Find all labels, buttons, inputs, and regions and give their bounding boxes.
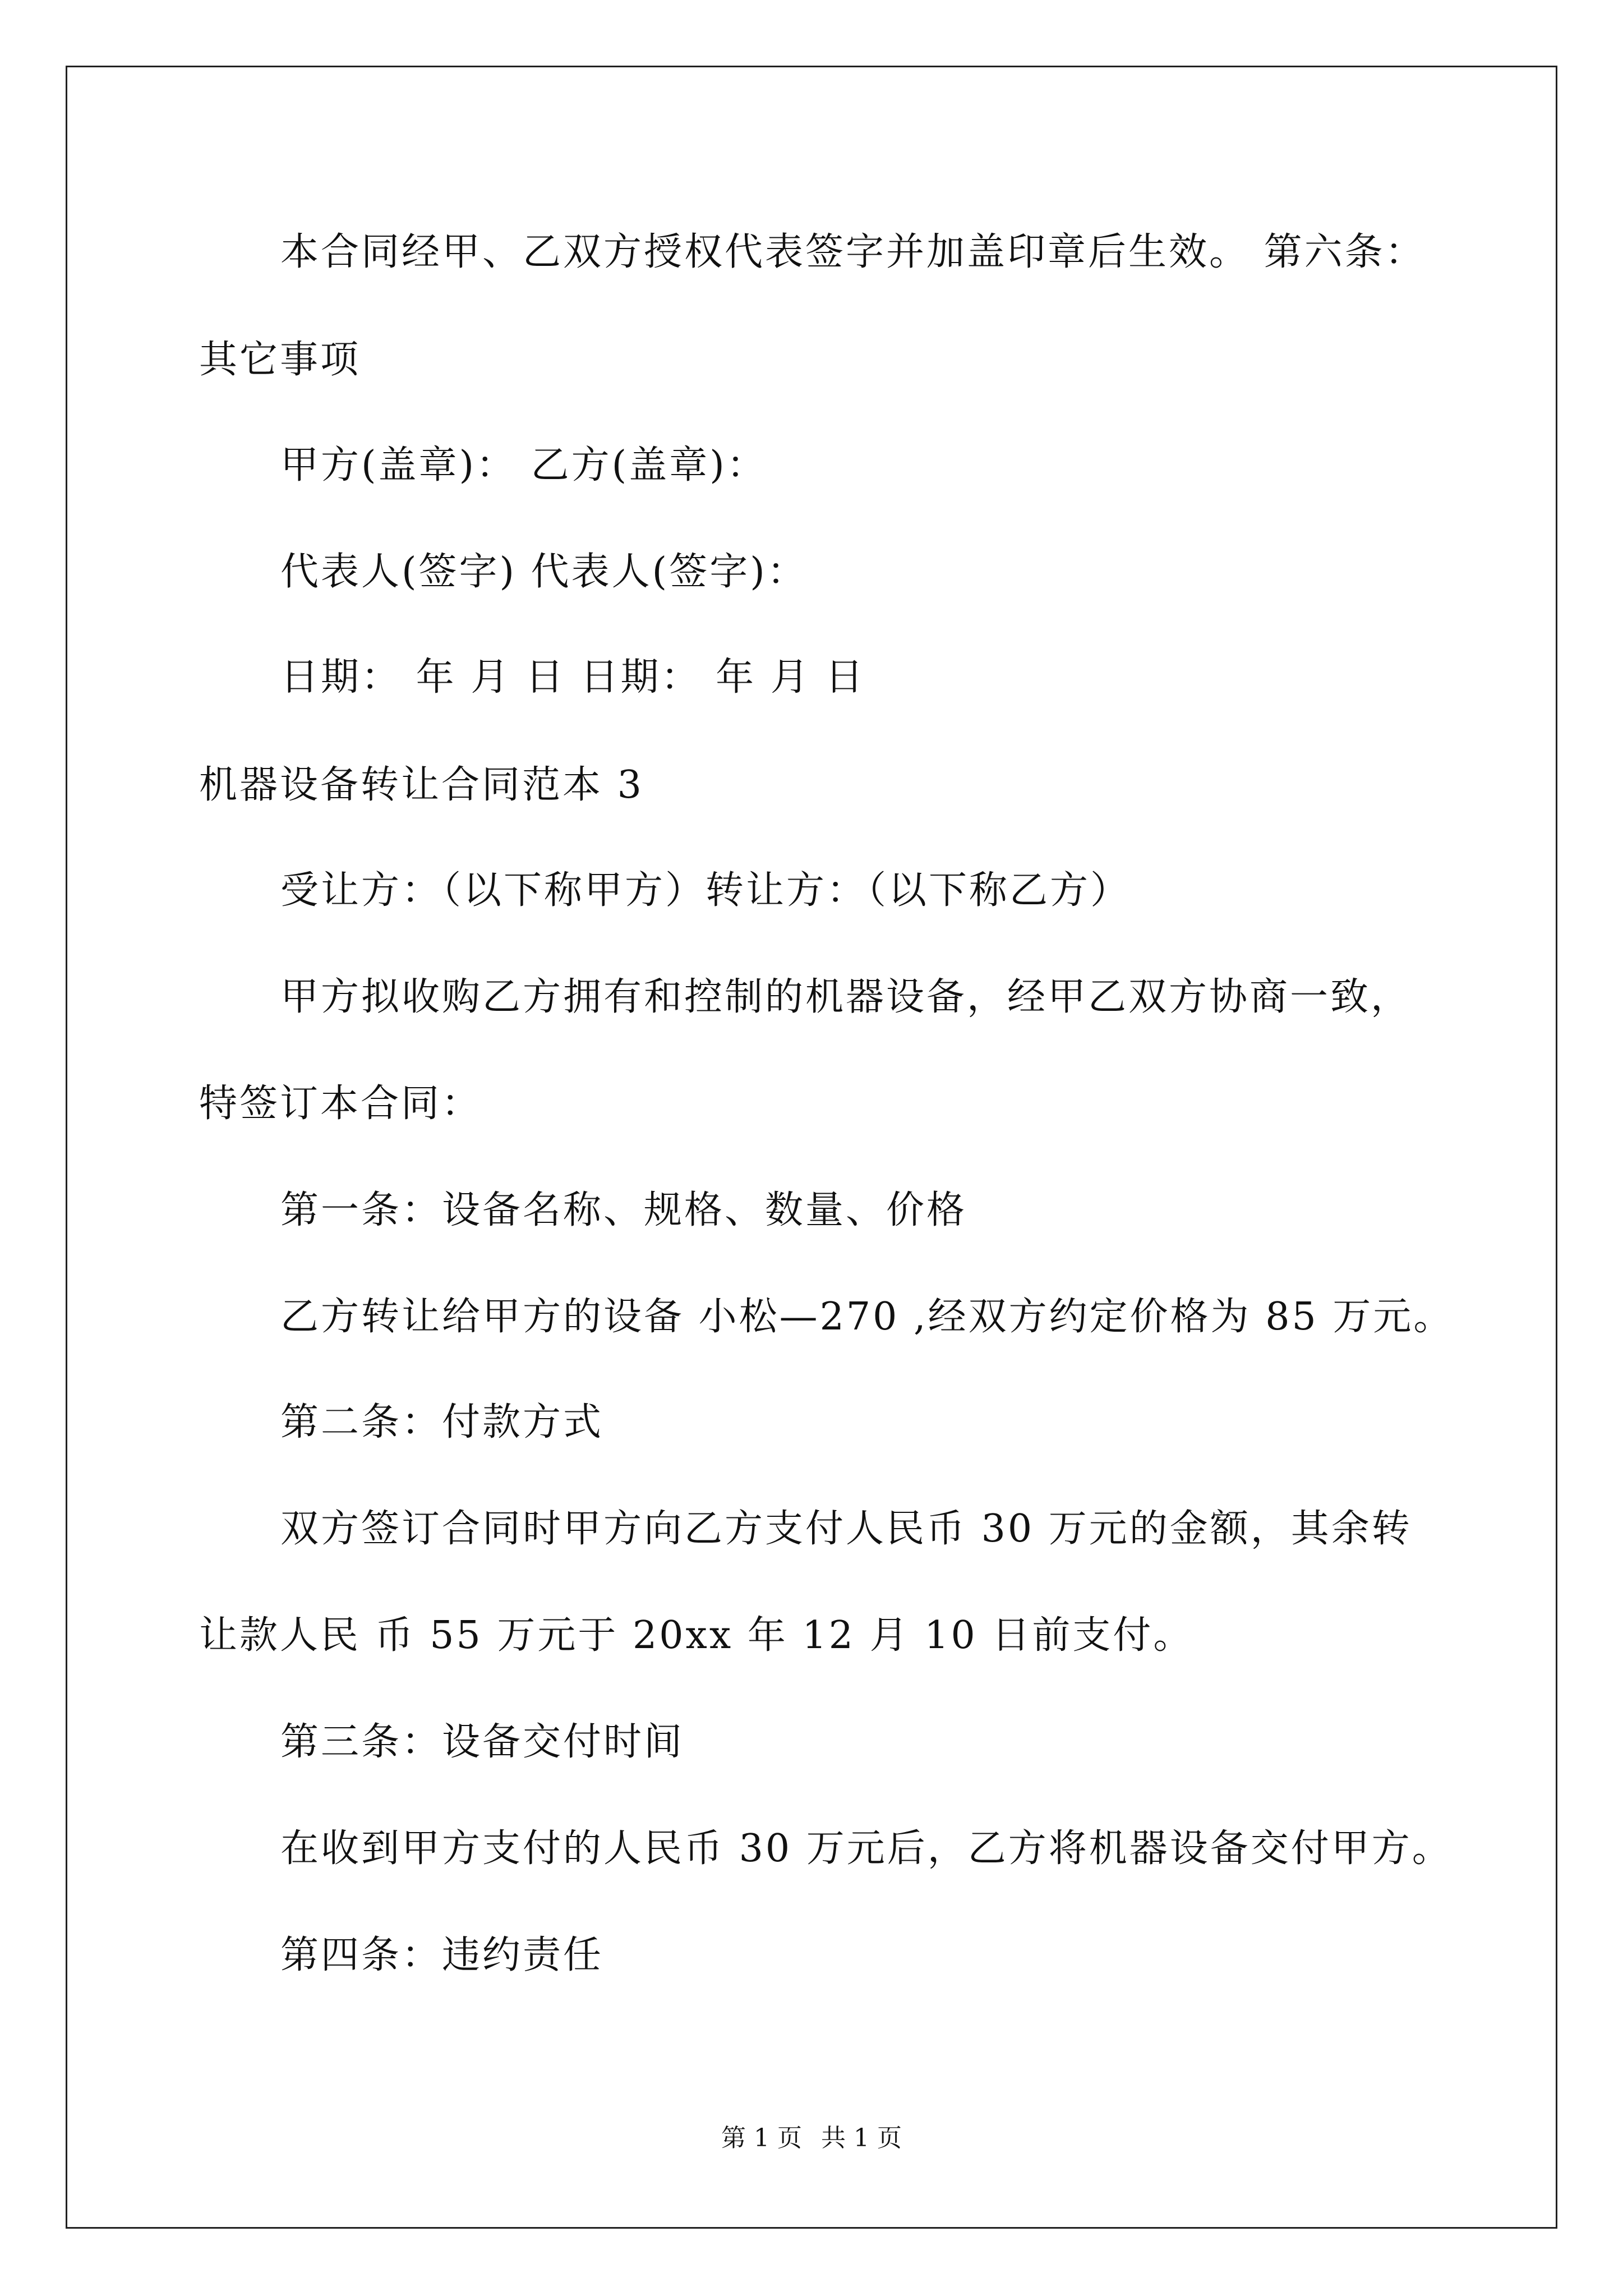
text-line-4: 代表人(签字) 代表人(签字)： — [280, 550, 808, 594]
text-line-8: 甲方拟收购乙方拥有和控制的机器设备，经甲乙双方协商一致， — [280, 975, 1412, 1019]
page-border — [66, 66, 1557, 2229]
text-line-1: 本合同经甲、乙双方授权代表签字并加盖印章后生效。 第六条： — [280, 230, 1426, 274]
page-footer — [0, 2123, 1623, 2154]
text-line-2: 其它事项 — [199, 338, 361, 382]
article-1-heading: 第一条：设备名称、规格、数量、价格 — [280, 1188, 967, 1232]
page-number-current: 第 1 页 — [721, 2124, 802, 2152]
section-heading-contract-3: 机器设备转让合同范本 3 — [199, 763, 644, 807]
text-line-11: 乙方转让给甲方的设备 小松—270 ,经双方约定价格为 85 万元。 — [280, 1295, 1454, 1339]
text-line-13: 双方签订合同时甲方向乙方支付人民币 30 万元的金额，其余转 — [280, 1507, 1412, 1551]
text-line-9: 特签订本合同： — [199, 1082, 482, 1126]
article-2-heading: 第二条：付款方式 — [280, 1400, 604, 1444]
text-line-7: 受让方：（以下称甲方）转让方：（以下称乙方） — [280, 868, 1131, 913]
text-line-14: 让款人民 币 55 万元于 20xx 年 12 月 10 日前支付。 — [199, 1613, 1194, 1658]
text-line-16: 在收到甲方支付的人民币 30 万元后，乙方将机器设备交付甲方。 — [280, 1826, 1453, 1871]
text-line-3: 甲方(盖章)： 乙方(盖章)： — [280, 443, 767, 487]
text-line-5: 日期： 年 月 日 日期： 年 月 日 — [280, 655, 866, 700]
page-number-total: 共 1 页 — [821, 2124, 902, 2152]
article-4-heading: 第四条：违约责任 — [280, 1933, 604, 1977]
article-3-heading: 第三条：设备交付时间 — [280, 1720, 685, 1764]
